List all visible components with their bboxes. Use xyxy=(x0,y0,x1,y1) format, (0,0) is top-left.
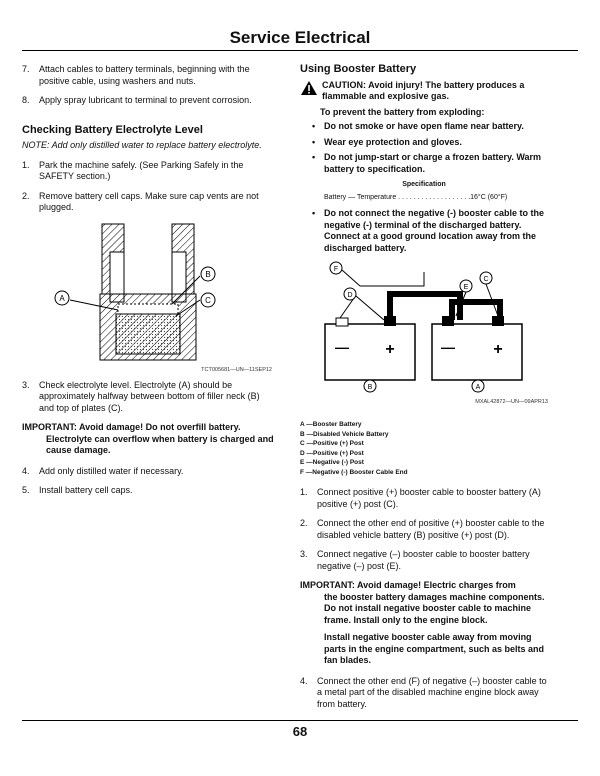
step-item: 5. Install battery cell caps. xyxy=(22,485,133,495)
step-item: 1. Connect positive (+) booster cable to booster battery (A) positive (+) post (C). xyxy=(300,487,541,509)
callout-b: B xyxy=(205,269,211,279)
step-item: 7. Attach cables to battery terminals, beginning with the positive cable, using washers and nuts. xyxy=(22,64,250,86)
step-item: 4. Add only distilled water if necessary. xyxy=(22,465,184,476)
callout-c: C xyxy=(483,276,489,283)
callout-c: C xyxy=(205,295,211,305)
callout-d: D xyxy=(347,292,353,299)
legend-item: B —Disabled Vehicle Battery xyxy=(300,430,389,438)
page-number: 68 xyxy=(292,724,308,739)
legend-item: C —Positive (+) Post xyxy=(300,440,364,447)
minus-sign-a: — xyxy=(441,339,455,355)
caution-block: CAUTION: Avoid injury! The battery produces a flammable and explosive gas. xyxy=(300,80,548,103)
step-item: 2. Remove battery cell caps. Make sure cap vents are not plugged. xyxy=(22,190,259,212)
left-column xyxy=(22,64,277,505)
warning-triangle-icon xyxy=(300,80,318,96)
footer-rule xyxy=(22,720,578,721)
legend-item: F —Negative (-) Booster Cable End xyxy=(300,468,408,476)
figure-caption: MXAL42872—UN—09APR13 xyxy=(475,398,548,405)
callout-f: F xyxy=(333,266,339,273)
callout-a: A xyxy=(475,384,481,391)
spec-row: Battery — Temperature . . . . . . . . . . . . . . . . . . .16°C (60°F) xyxy=(324,193,508,201)
battery-cell-figure xyxy=(22,222,272,372)
header-rule xyxy=(22,50,578,51)
important-notice: IMPORTANT: Avoid damage! Electric charges from the booster battery damages machine components. Do not install negative booster cable to machine frame. Install only to the engine block. Install negative booster cable away from moving parts in the engine compartment, such as belts and fan blades. xyxy=(300,580,545,665)
bullet-item: • Do not connect the negative (-) booster cable to the negative (-) terminal of the discharged battery. Connect at a good ground location away from the discharged battery. xyxy=(312,208,545,253)
important-notice: IMPORTANT: Avoid damage! Do not overfill battery. Electrolyte can overflow when battery is charged and cause damage. xyxy=(22,422,274,455)
legend-item: E —Negative (-) Post xyxy=(300,459,364,466)
spec-heading: Specification xyxy=(402,181,446,188)
step-item: 1. Park the machine safely. (See Parking Safely in the SAFETY section.) xyxy=(22,159,244,181)
battery-cell-illustration xyxy=(22,222,272,362)
booster-battery-figure xyxy=(300,258,548,408)
step-item: 8. Apply spray lubricant to terminal to prevent corrosion. xyxy=(22,95,252,105)
bullet-item: • Wear eye protection and gloves. xyxy=(312,136,462,147)
bullet-item: • Do not jump-start or charge a frozen battery. Warm battery to specification. xyxy=(312,152,542,174)
bullet-item: • Do not smoke or have open flame near battery. xyxy=(312,121,524,131)
legend-item: D —Positive (+) Post xyxy=(300,449,364,457)
step-item: 3. Connect negative (–) booster cable to booster battery negative (–) post (E). xyxy=(300,549,530,571)
figure-legend xyxy=(300,420,548,477)
minus-sign-b: — xyxy=(335,339,349,355)
plus-sign-b: + xyxy=(385,341,395,358)
note: NOTE: Add only distilled water to replace battery electrolyte. xyxy=(22,140,262,150)
page-title: Service Electrical xyxy=(229,28,371,47)
right-column xyxy=(300,64,548,718)
step-item: 4. Connect the other end (F) of negative (–) booster cable to a metal part of the disabled machine engine block away from battery. xyxy=(300,675,547,709)
section-heading: Using Booster Battery xyxy=(300,63,417,75)
callout-e: E xyxy=(463,284,469,291)
figure-caption: TCT005681—UN—11SEP12 xyxy=(201,367,272,373)
callout-b: B xyxy=(367,384,373,391)
step-item: 2. Connect the other end of positive (+) booster cable to the disabled vehicle battery (B) positive (+) post (D). xyxy=(300,518,545,540)
booster-battery-illustration xyxy=(300,258,548,393)
plus-sign-a: + xyxy=(493,341,503,358)
section-heading: Checking Battery Electrolyte Level xyxy=(22,123,203,136)
legend-item: A —Booster Battery xyxy=(300,421,362,428)
prevent-text: To prevent the battery from exploding: xyxy=(320,106,485,117)
callout-a: A xyxy=(59,293,65,303)
step-item: 3. Check electrolyte level. Electrolyte (A) should be approximately halfway between bottom of filler neck (B) and top of plates (C). xyxy=(22,379,260,413)
